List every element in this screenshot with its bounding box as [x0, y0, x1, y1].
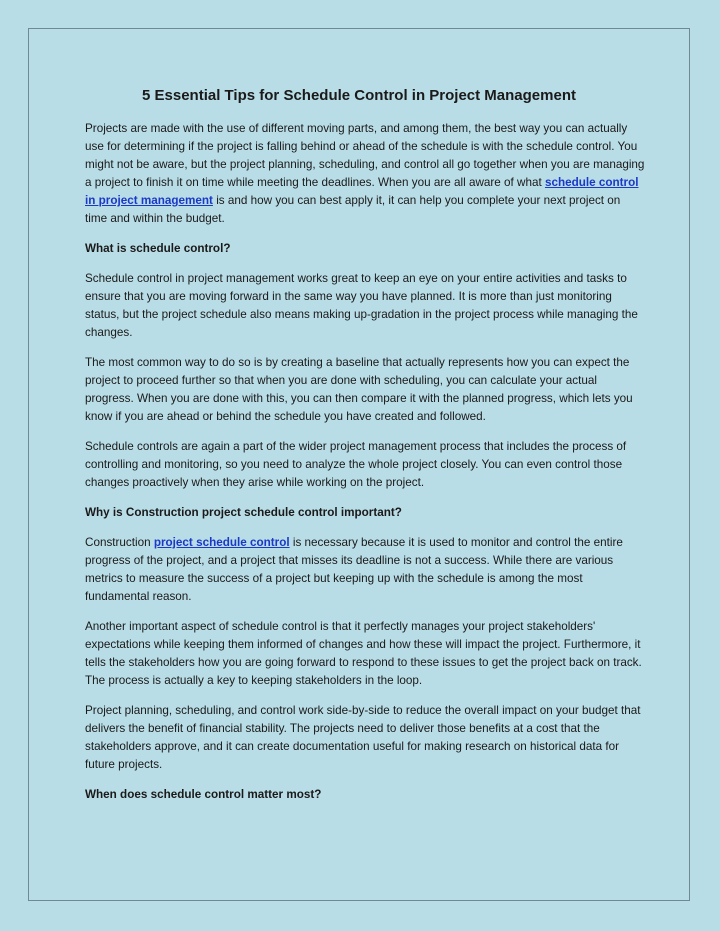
- document-page: [28, 28, 690, 901]
- section1-paragraph-3: Schedule controls are again a part of the wider project management process that includes the process of controlling and monitoring, so you need to analyze the whole project closely. You can even control those changes proactively when they arise while working on the project.: [85, 440, 627, 489]
- section-heading-what-is: What is schedule control?: [85, 242, 231, 255]
- section-heading-why-important: Why is Construction project schedule control important?: [85, 506, 402, 519]
- project-schedule-control-link[interactable]: project schedule control: [153, 536, 290, 549]
- schedule-control-link[interactable]: schedule control in project management: [85, 176, 639, 207]
- section2-paragraph-1: [85, 534, 645, 606]
- section-heading-when-matters: When does schedule control matter most?: [85, 788, 322, 801]
- section1-paragraph-2: The most common way to do so is by creating a baseline that actually represents how you can expect the project to proceed further so that when you are done with scheduling, you can calculate your actual progress. When you are done with this, you can then compare it with the planned progress, which lets you know if you are ahead or behind the schedule you have created and followed.: [85, 356, 633, 423]
- intro-paragraph: [85, 120, 645, 228]
- intro-text-after-link: is and how you can best apply it, it can help you complete your next project on time and within the budget.: [85, 194, 621, 225]
- section2-paragraph-2: Another important aspect of schedule control is that it perfectly manages your project stakeholders' expectations while keeping them informed of changes and how these will impact the project. Furthermore, it tells the stakeholders how you are going forward to respond to these issues to get the project back on track. The process is actually a key to keeping stakeholders in the loop.: [85, 620, 642, 687]
- intro-text-before-link: Projects are made with the use of different moving parts, and among them, the best way you can actually use for determining if the project is falling behind or ahead of the schedule is with the schedule control. You might not be aware, but the project planning, scheduling, and control all go together when you are managing a project to finish it on time while meeting the deadlines. When you are all aware of what: [85, 122, 645, 189]
- section2-text-before-link: Construction: [85, 536, 154, 549]
- section1-paragraph-1: Schedule control in project management works great to keep an eye on your entire activities and tasks to ensure that you are moving forward in the same way you have planned. It is more than just monitoring status, but the project schedule also means making up-gradation in the project process while managing the changes.: [85, 272, 638, 339]
- section2-paragraph-3: Project planning, scheduling, and control work side-by-side to reduce the overall impact on your budget that delivers the benefit of financial stability. The projects need to deliver those benefits at a cost that the stakeholders approve, and it can create documentation useful for making research on historical data for future projects.: [85, 704, 641, 771]
- section2-text-after-link: is necessary because it is used to monitor and control the entire progress of the project, and a project that misses its deadline is not a success. While there are various metrics to measure the success of a project but keeping up with the schedule is among the most fundamental reason.: [85, 536, 623, 603]
- document-body: [85, 120, 645, 816]
- page-title: 5 Essential Tips for Schedule Control in Project Management: [142, 87, 576, 104]
